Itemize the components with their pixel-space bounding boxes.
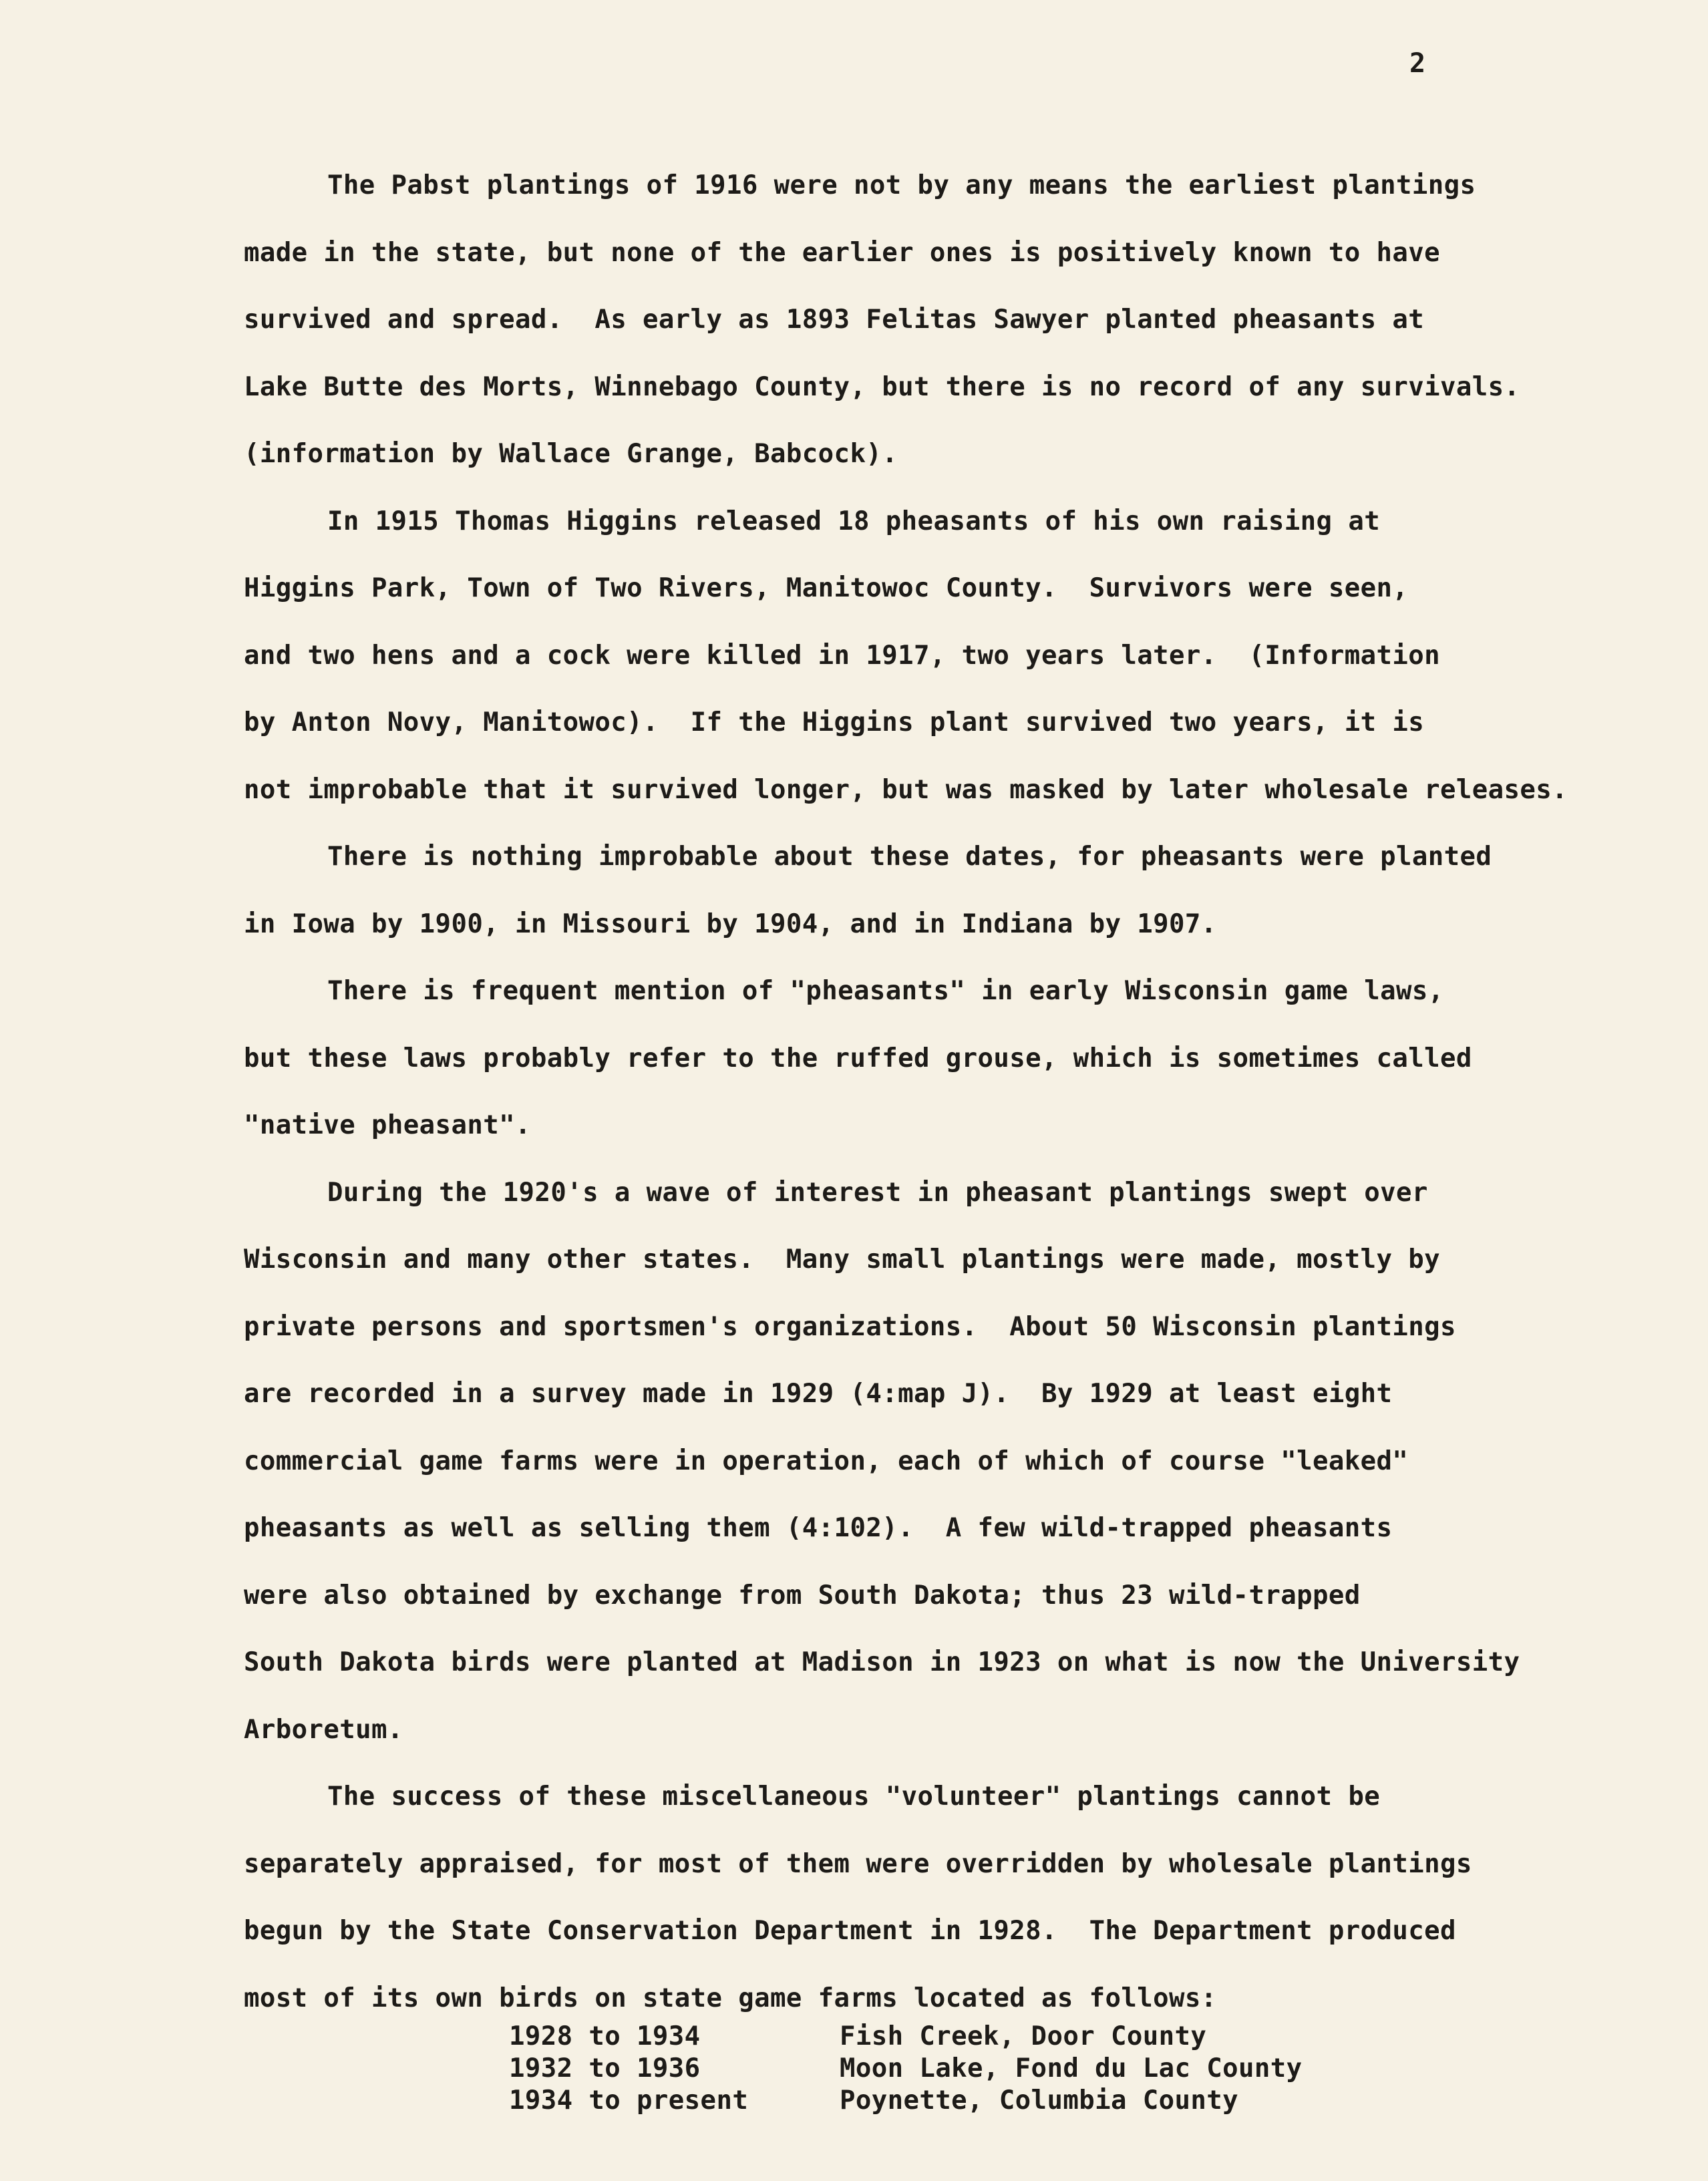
text-line: Lake Butte des Morts, Winnebago County, but there is no record of any survivals. [244, 371, 1520, 402]
text-line: There is nothing improbable about these dates, for pheasants were planted [327, 842, 1492, 872]
text-line: were also obtained by exchange from South Dakota; thus 23 wild-trapped [244, 1580, 1361, 1611]
game-farm-row [509, 2021, 1303, 2053]
text-line: but these laws probably refer to the ruffed grouse, which is sometimes called [244, 1043, 1472, 1073]
text-line: South Dakota birds were planted at Madison in 1923 on what is now the University [244, 1647, 1520, 1677]
text-line: The success of these miscellaneous "volunteer" plantings cannot be [327, 1782, 1381, 1812]
text-line: and two hens and a cock were killed in 1917, two years later. (Information [244, 640, 1440, 671]
text-line: The Pabst plantings of 1916 were not by any means the earliest plantings [327, 170, 1476, 200]
text-line: Wisconsin and many other states. Many small plantings were made, mostly by [244, 1244, 1440, 1275]
text-line: In 1915 Thomas Higgins released 18 pheasants of his own raising at [327, 506, 1381, 536]
text-line: (information by Wallace Grange, Babcock). [244, 439, 898, 469]
text-line: by Anton Novy, Manitowoc). If the Higgins plant survived two years, it is [244, 707, 1425, 737]
text-line: There is frequent mention of "pheasants" in early Wisconsin game laws, [327, 976, 1444, 1006]
page-number: 2 [1409, 48, 1426, 79]
text-line: in Iowa by 1900, in Missouri by 1904, and in Indiana by 1907. [244, 908, 1217, 939]
text-line: separately appraised, for most of them were overridden by wholesale plantings [244, 1848, 1472, 1879]
game-farm-location: Moon Lake, Fond du Lac County [840, 2053, 1303, 2083]
game-farm-row [509, 2085, 1303, 2117]
text-line: commercial game farms were in operation, each of which of course "leaked" [244, 1446, 1409, 1476]
text-line: During the 1920's a wave of interest in pheasant plantings swept over [327, 1177, 1428, 1208]
text-line: Arboretum. [244, 1714, 403, 1745]
game-farm-location: Poynette, Columbia County [840, 2085, 1238, 2116]
game-farm-row [509, 2053, 1303, 2085]
text-line: private persons and sportsmen's organizations. About 50 Wisconsin plantings [244, 1311, 1456, 1342]
game-farm-period: 1928 to 1934 [509, 2021, 701, 2051]
game-farm-period: 1932 to 1936 [509, 2053, 701, 2083]
body-text [244, 152, 1640, 2032]
game-farm-period: 1934 to present [509, 2085, 749, 2116]
text-line: made in the state, but none of the earlier ones is positively known to have [244, 237, 1440, 268]
text-line: most of its own birds on state game farms located as follows: [244, 1983, 1217, 2013]
text-line: are recorded in a survey made in 1929 (4:map J). By 1929 at least eight [244, 1379, 1393, 1409]
text-line: "native pheasant". [244, 1110, 531, 1140]
text-line: not improbable that it survived longer, but was masked by later wholesale releases. [244, 774, 1568, 805]
text-line: Higgins Park, Town of Two Rivers, Manitowoc County. Survivors were seen, [244, 573, 1409, 603]
text-line: begun by the State Conservation Department in 1928. The Department produced [244, 1916, 1456, 1946]
text-line: survived and spread. As early as 1893 Felitas Sawyer planted pheasants at [244, 305, 1425, 335]
text-line: pheasants as well as selling them (4:102). A few wild-trapped pheasants [244, 1513, 1393, 1543]
game-farm-list [509, 2021, 1303, 2117]
game-farm-location: Fish Creek, Door County [840, 2021, 1207, 2051]
